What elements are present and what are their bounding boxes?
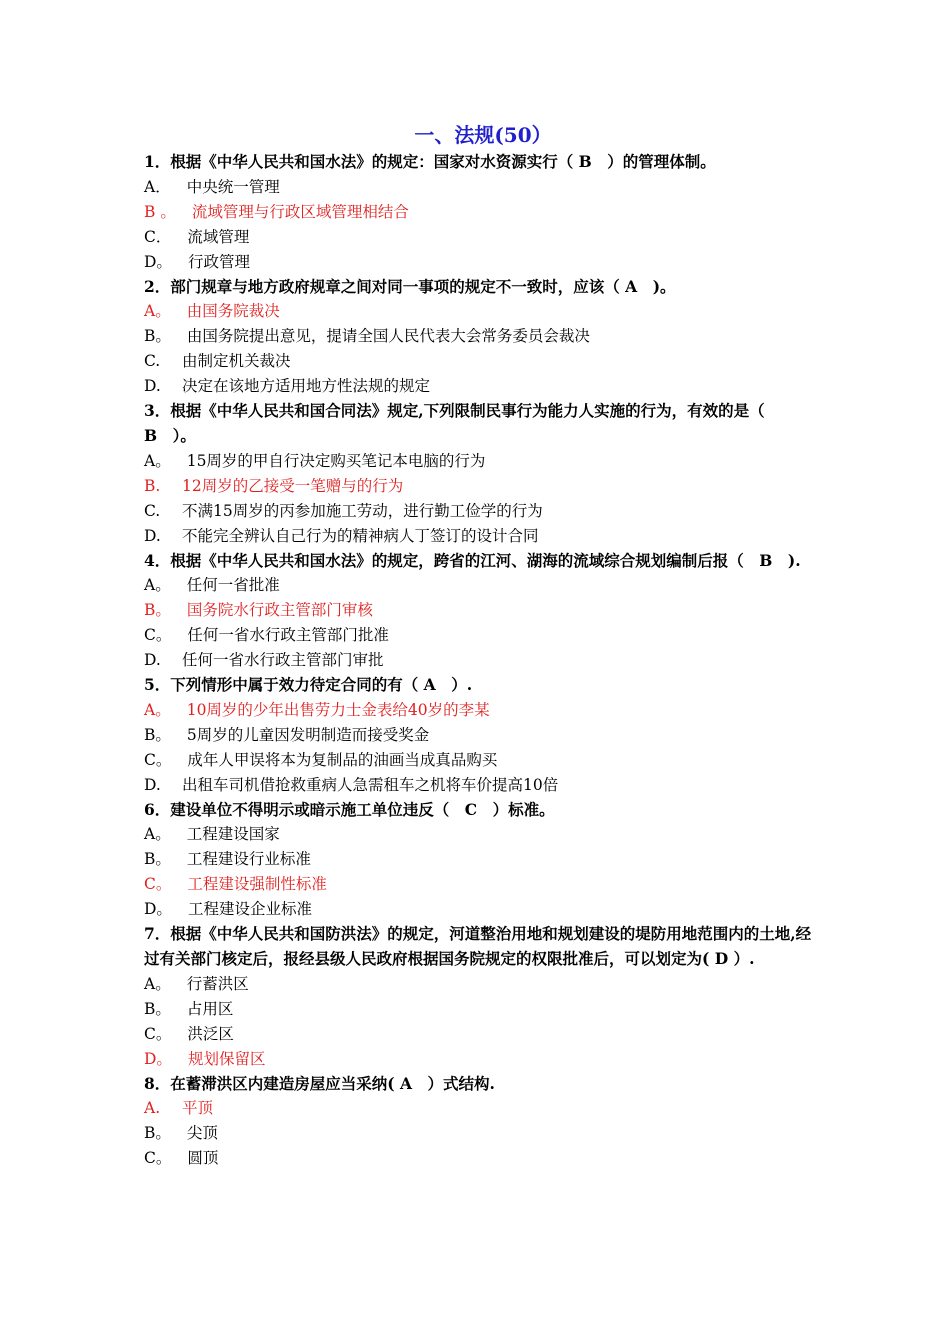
option-text: 占用区 (186, 999, 234, 1018)
option-text: 平顶 (182, 1099, 214, 1118)
option-letter: C。 (144, 875, 172, 894)
option-letter: C。 (144, 750, 172, 769)
option-letter: A。 (144, 451, 171, 470)
option-text: 10周岁的少年出售劳力士金表给40岁的李某 (186, 700, 490, 719)
question-text: 8．在蓄滞洪区内建造房屋应当采纳( A ）式结构. (144, 1073, 495, 1093)
option-letter: C． (144, 227, 172, 246)
option (144, 374, 814, 399)
option-correct (144, 200, 814, 225)
question-text: 7．根据《中华人民共和国防洪法》的规定，河道整治用地和规划建设的堤防用地范围内的土地,经过有关部门核定后，报经县级人民政府根据国务院规定的权限批准后，可以划定为( D ）. (144, 924, 812, 968)
option-correct (144, 598, 814, 623)
option-letter: B。 (144, 327, 171, 346)
option (144, 175, 814, 200)
option-correct (144, 299, 814, 324)
option-letter: C. (144, 352, 161, 371)
question-text: 4．根据《中华人民共和国水法》的规定，跨省的江河、湖海的流域综合规划编制后报（ B ). (144, 550, 801, 570)
option (144, 524, 814, 549)
option-text: 国务院水行政主管部门审核 (186, 601, 373, 620)
question-text: 1．根据《中华人民共和国水法》的规定：国家对水资源实行（ B ）的管理体制。 (144, 152, 716, 171)
option-text: 不能完全辨认自己行为的精神病人丁签订的设计合同 (182, 526, 539, 545)
option-letter: C。 (144, 1024, 172, 1043)
question-block (144, 673, 814, 798)
option-letter: A。 (144, 302, 171, 321)
option (144, 573, 814, 598)
option-letter: D. (144, 526, 161, 545)
document-page (144, 120, 814, 1171)
option-letter: B。 (144, 999, 171, 1018)
option-text: 尖顶 (186, 1124, 218, 1143)
option-text: 规划保留区 (187, 1049, 266, 1068)
option-text: 任何一省水行政主管部门批准 (187, 626, 389, 645)
option-text: 工程建设国家 (186, 825, 280, 844)
option (144, 822, 814, 847)
option-letter: B。 (144, 1124, 171, 1143)
option-letter: A。 (144, 974, 171, 993)
option-text: 圆顶 (187, 1149, 219, 1168)
option-letter: D. (144, 651, 161, 670)
option (144, 324, 814, 349)
question-text: 5．下列情形中属于效力待定合同的有（ A ）. (144, 675, 473, 695)
option-text: 15周岁的甲自行决定购买笔记本电脑的行为 (186, 451, 486, 470)
option-text: 工程建设企业标准 (187, 900, 312, 919)
option-text: 由制定机关裁决 (182, 352, 291, 371)
question-text: 3．根据《中华人民共和国合同法》规定,下列限制民事行为能力人实施的行为，有效的是（ B ）。 (144, 401, 781, 445)
option-text: 行政管理 (187, 252, 250, 271)
option (144, 1022, 814, 1047)
option (144, 1146, 814, 1171)
question-block (144, 399, 814, 548)
option-letter: C。 (144, 1149, 172, 1168)
question-block (144, 275, 814, 400)
option (144, 847, 814, 872)
option-text: 行蓄洪区 (186, 974, 249, 993)
option-text: 不满15周岁的丙参加施工劳动，进行勤工俭学的行为 (182, 501, 543, 520)
option-correct (144, 474, 814, 499)
option-text: 洪泛区 (187, 1024, 234, 1043)
option-text: 12周岁的乙接受一笔赠与的行为 (182, 476, 404, 495)
option-text: 任何一省水行政主管部门审批 (182, 651, 384, 670)
option (144, 225, 814, 250)
option-letter: B。 (144, 725, 171, 744)
option (144, 250, 814, 275)
question-block (144, 922, 814, 1071)
option-text: 工程建设强制性标准 (187, 875, 327, 894)
option-letter: D。 (144, 1049, 172, 1068)
option (144, 897, 814, 922)
option-correct (144, 872, 814, 897)
option (144, 773, 814, 798)
option-letter: C。 (144, 626, 172, 645)
option (144, 997, 814, 1022)
option-letter: B. (144, 476, 161, 495)
option-letter: D. (144, 775, 161, 794)
option (144, 499, 814, 524)
option (144, 648, 814, 673)
option-text: 成年人甲误将本为复制品的油画当成真品购买 (187, 750, 498, 769)
option-letter: D。 (144, 900, 172, 919)
option-letter: B。 (144, 850, 171, 869)
option-correct (144, 698, 814, 723)
option-letter: B。 (144, 601, 171, 620)
option-text: 由国务院提出意见，提请全国人民代表大会常务委员会裁决 (186, 327, 590, 346)
option-letter: B 。 (144, 202, 176, 221)
question-text: 2．部门规章与地方政府规章之间对同一事项的规定不一致时，应该（ A )。 (144, 276, 676, 296)
question-list (144, 150, 814, 1171)
section-title: 一、法规(50） (414, 123, 552, 147)
option (144, 1121, 814, 1146)
option-text: 5周岁的儿童因发明制造而接受奖金 (186, 725, 430, 744)
option (144, 349, 814, 374)
option-text: 工程建设行业标准 (186, 850, 311, 869)
option-letter: A。 (144, 576, 171, 595)
question-block (144, 150, 814, 275)
option-text: 流域管理 (187, 227, 250, 246)
option-letter: A. (144, 1099, 161, 1118)
option-text: 决定在该地方适用地方性法规的规定 (182, 377, 431, 396)
option-letter: A． (144, 177, 171, 196)
option-text: 流域管理与行政区域管理相结合 (191, 202, 409, 221)
option (144, 748, 814, 773)
question-block (144, 549, 814, 674)
option-text: 出租车司机借抢救重病人急需租车之机将车价提高10倍 (182, 775, 559, 794)
question-text: 6．建设单位不得明示或暗示施工单位违反（ C ）标准。 (144, 799, 555, 819)
question-block (144, 1072, 814, 1172)
option-correct (144, 1096, 814, 1121)
option-text: 中央统一管理 (186, 177, 280, 196)
option-letter: D。 (144, 252, 172, 271)
option-text: 由国务院裁决 (186, 302, 280, 321)
option-correct (144, 1047, 814, 1072)
option-letter: C. (144, 501, 161, 520)
option-letter: D. (144, 377, 161, 396)
option-letter: A。 (144, 825, 171, 844)
option (144, 623, 814, 648)
option (144, 972, 814, 997)
option-letter: A。 (144, 700, 171, 719)
option (144, 449, 814, 474)
option-text: 任何一省批准 (186, 576, 280, 595)
option (144, 723, 814, 748)
question-block (144, 798, 814, 923)
